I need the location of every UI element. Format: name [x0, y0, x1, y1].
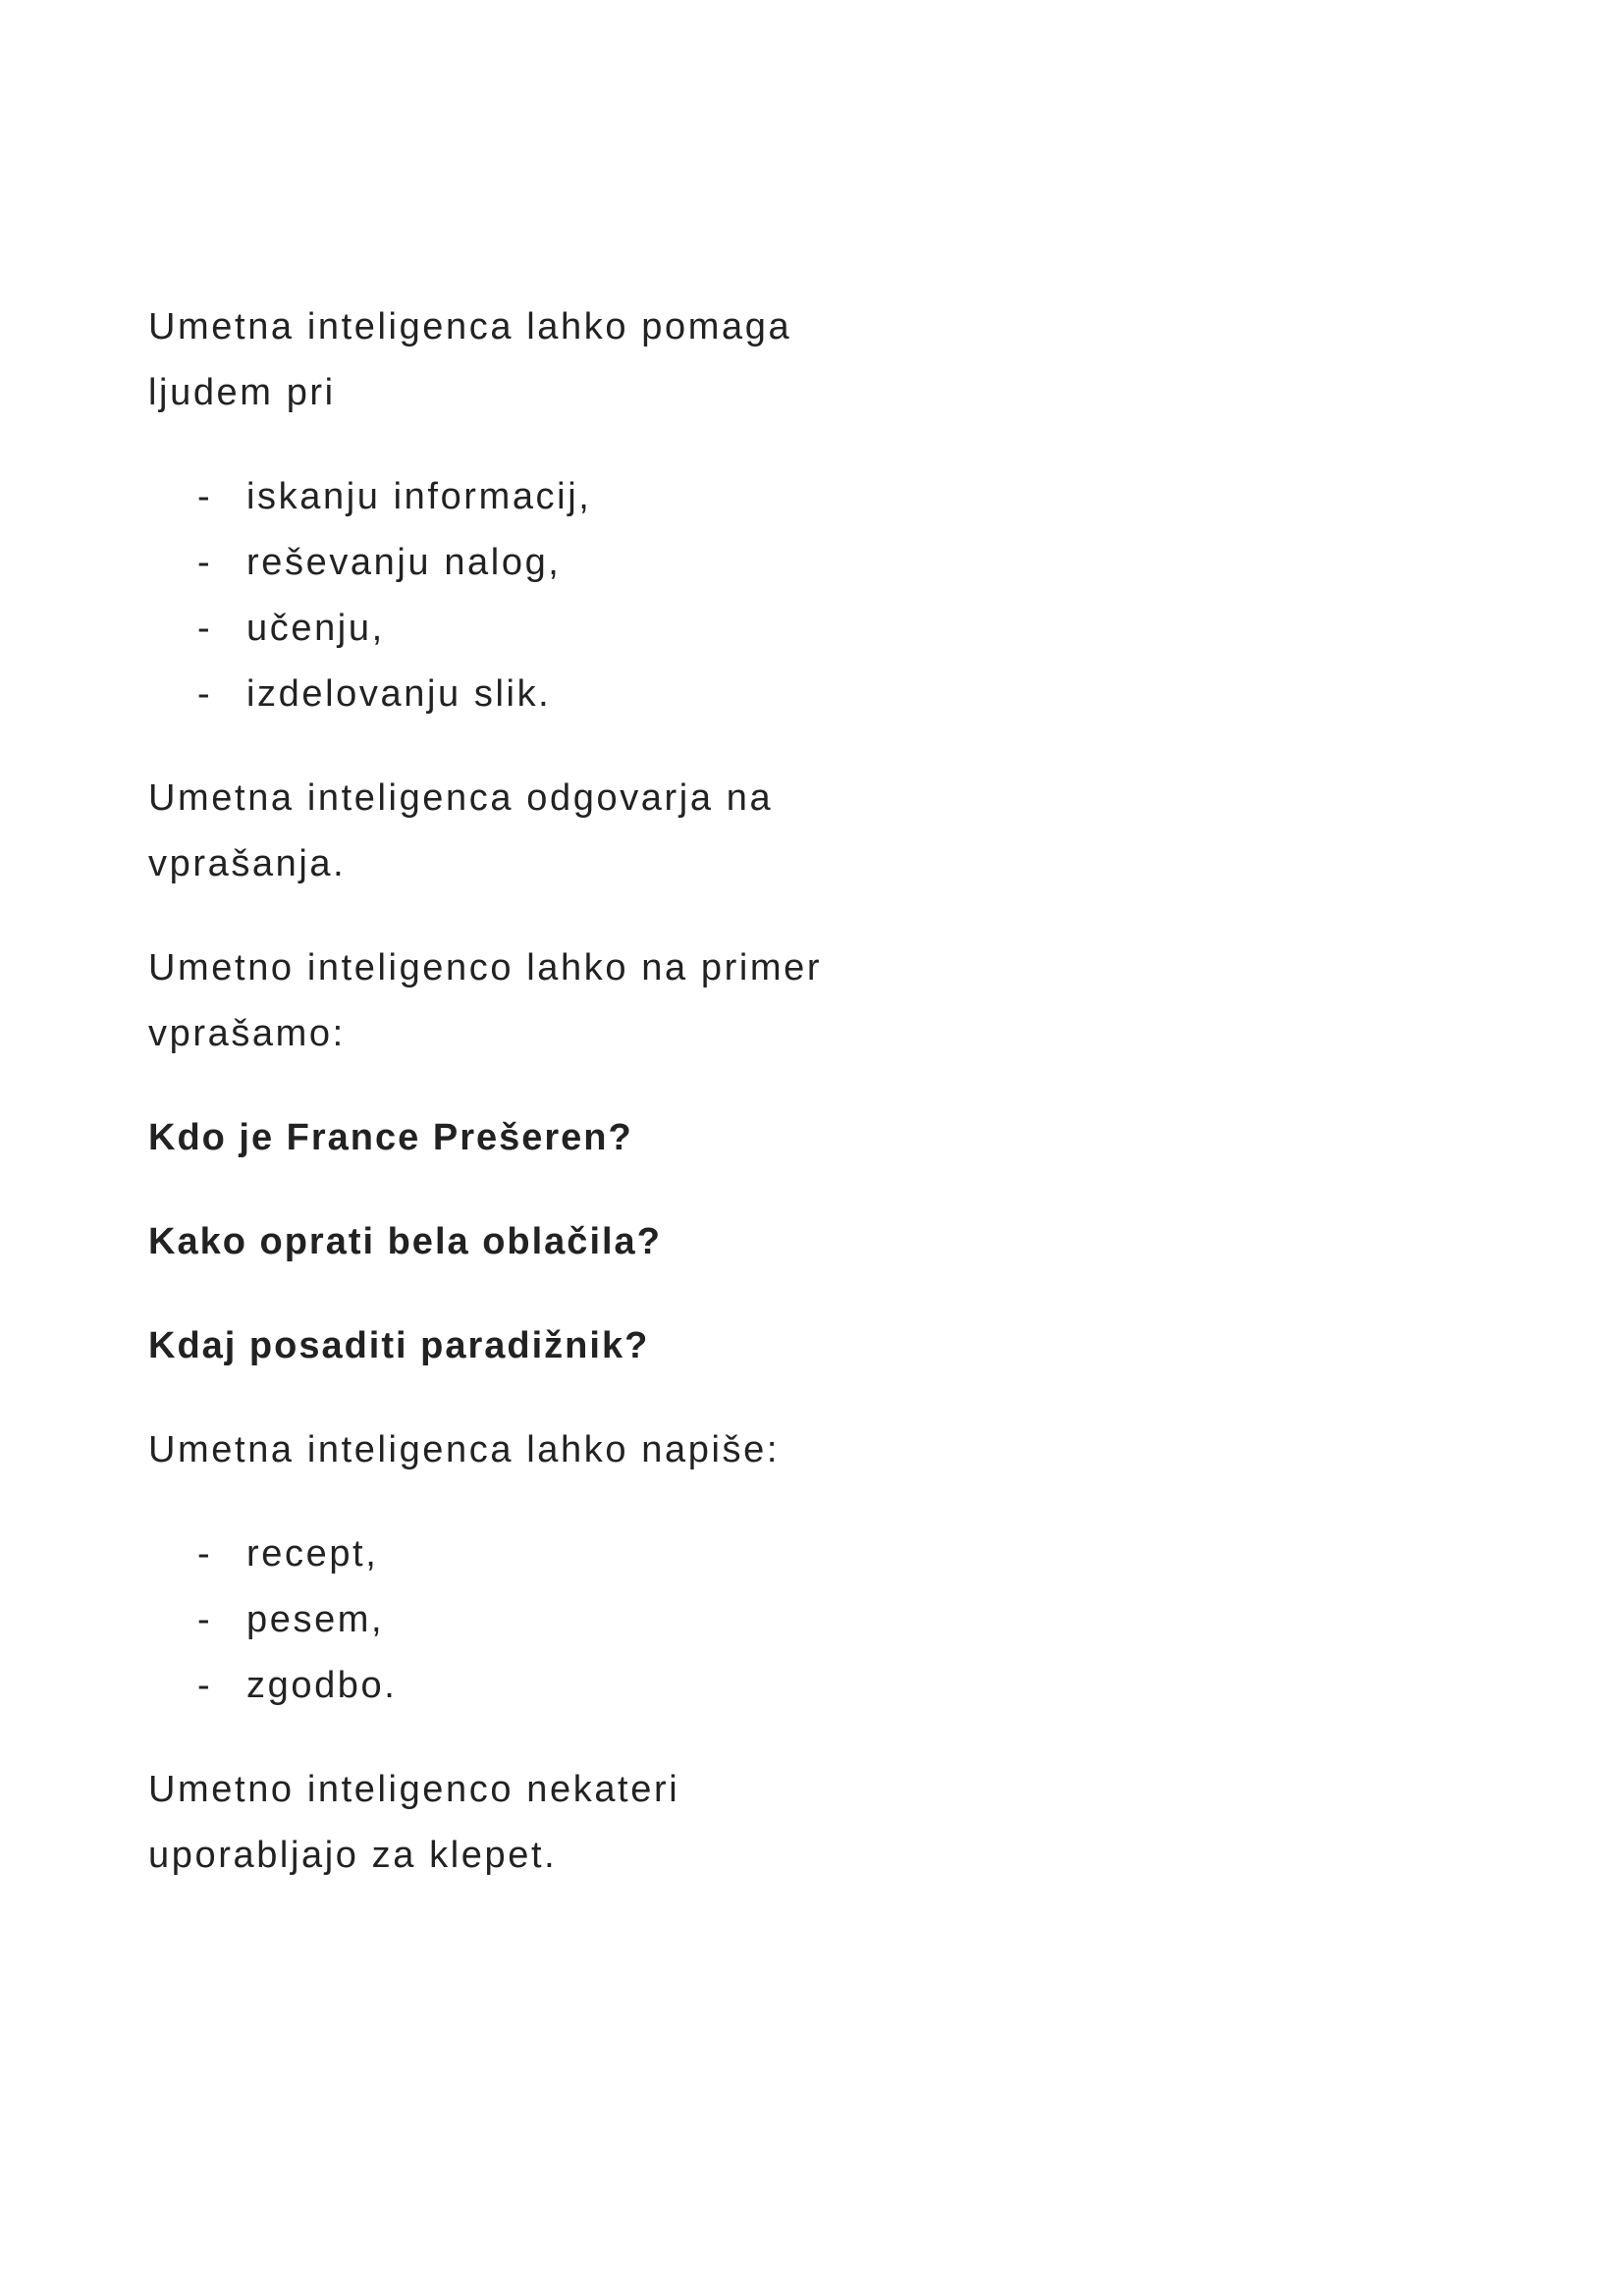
answers-line-1: Umetna inteligenca odgovarja na — [148, 777, 774, 819]
chat-line-1: Umetno inteligenco nekateri — [148, 1769, 680, 1810]
intro-line-2: ljudem pri — [148, 372, 336, 413]
list-item — [148, 662, 1130, 727]
list-item-text: reševanju nalog, — [246, 542, 562, 583]
example-question-3: Kdaj posaditi paradižnik? — [148, 1325, 650, 1366]
list-item-text: recept, — [246, 1533, 379, 1575]
list-item-text: učenju, — [246, 608, 385, 649]
writing-list — [148, 1522, 1130, 1719]
chat-paragraph — [148, 1757, 1130, 1889]
dash-bullet: - — [197, 1665, 213, 1706]
writing-line-1: Umetna inteligenca lahko napiše: — [148, 1429, 780, 1470]
list-item-text: izdelovanju slik. — [246, 673, 552, 715]
list-item — [148, 464, 1130, 530]
uses-list — [148, 464, 1130, 727]
dash-bullet: - — [197, 476, 213, 517]
writing-paragraph — [148, 1417, 1130, 1483]
answers-paragraph — [148, 766, 1130, 897]
example-question-1: Kdo je France Prešeren? — [148, 1117, 633, 1158]
chat-line-2: uporabljajo za klepet. — [148, 1835, 558, 1876]
list-item — [148, 1653, 1130, 1719]
intro-line-1: Umetna inteligenca lahko pomaga — [148, 306, 792, 347]
list-item — [148, 1587, 1130, 1653]
dash-bullet: - — [197, 1599, 213, 1640]
dash-bullet: - — [197, 1533, 213, 1575]
example-intro-line-2: vprašamo: — [148, 1013, 346, 1054]
list-item-text: iskanju informacij, — [246, 476, 592, 517]
example-question-2: Kako oprati bela oblačila? — [148, 1221, 662, 1262]
dash-bullet: - — [197, 608, 213, 649]
example-intro-line-1: Umetno inteligenco lahko na primer — [148, 947, 823, 988]
answers-line-2: vprašanja. — [148, 843, 347, 884]
list-item — [148, 530, 1130, 596]
intro-paragraph — [148, 294, 1130, 426]
document-body — [148, 294, 1130, 1889]
list-item-text: pesem, — [246, 1599, 385, 1640]
list-item-text: zgodbo. — [246, 1665, 398, 1706]
dash-bullet: - — [197, 673, 213, 715]
list-item — [148, 1522, 1130, 1587]
dash-bullet: - — [197, 542, 213, 583]
list-item — [148, 596, 1130, 662]
example-intro-paragraph — [148, 935, 1130, 1067]
